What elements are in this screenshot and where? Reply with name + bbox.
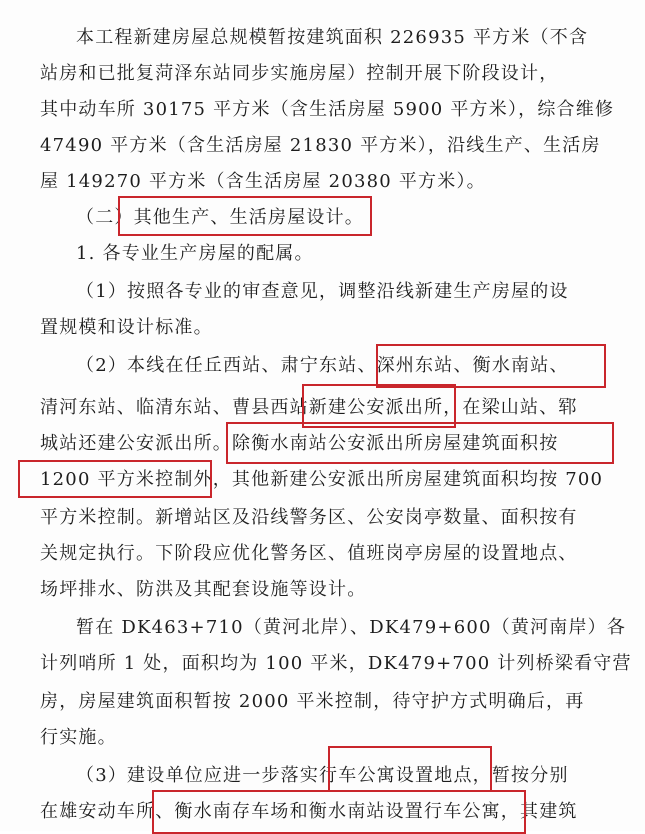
text-line: 站房和已批复菏泽东站同步实施房屋）控制开展下阶段设计，: [40, 63, 559, 84]
section-heading: （二）其他生产、生活房屋设计。: [76, 207, 364, 228]
text-line: 置规模和设计标准。: [40, 317, 213, 338]
text-line: 平方米控制。新增站区及沿线警务区、公安岗亭数量、面积按有: [40, 507, 578, 528]
text-line: 计列哨所 1 处，面积均为 100 平米，DK479+700 计列桥梁看守营: [40, 653, 632, 674]
text-line: 城站还建公安派出所。除衡水南站公安派出所房屋建筑面积按: [40, 433, 559, 454]
text-line: 47490 平方米（含生活房屋 21830 平方米），沿线生产、生活房: [40, 135, 601, 156]
subsection-heading: 1. 各专业生产房屋的配属。: [76, 243, 314, 264]
text-line: 清河东站、临清东站、曹县西站新建公安派出所，在梁山站、郓: [40, 397, 578, 418]
text-line: （2）本线在任丘西站、肃宁东站、深州东站、衡水南站、: [76, 355, 569, 376]
text-line: 行实施。: [40, 727, 117, 748]
text-line: 本工程新建房屋总规模暂按建筑面积 226935 平方米（不含: [76, 27, 589, 48]
text-line: 关规定执行。下阶段应优化警务区、值班岗亭房屋的设置地点、: [40, 543, 578, 564]
text-line: 在雄安动车所、衡水南存车场和衡水南站设置行车公寓，其建筑: [40, 801, 578, 822]
text-line: 场坪排水、防洪及其配套设施等设计。: [40, 579, 367, 600]
text-line: （1）按照各专业的审查意见，调整沿线新建生产房屋的设: [76, 281, 569, 302]
text-line: （3）建设单位应进一步落实行车公寓设置地点，暂按分别: [76, 765, 569, 786]
text-line: 其中动车所 30175 平方米（含生活房屋 5900 平方米），综合维修: [40, 99, 615, 120]
text-line: 1200 平方米控制外，其他新建公安派出所房屋建筑面积均按 700: [40, 469, 604, 490]
text-line: 暂在 DK463+710（黄河北岸）、DK479+600（黄河南岸）各: [76, 617, 627, 638]
text-line: 屋 149270 平方米（含生活房屋 20380 平方米）。: [40, 171, 486, 192]
text-line: 房，房屋建筑面积暂按 2000 平米控制，待守护方式明确后，再: [40, 691, 585, 712]
